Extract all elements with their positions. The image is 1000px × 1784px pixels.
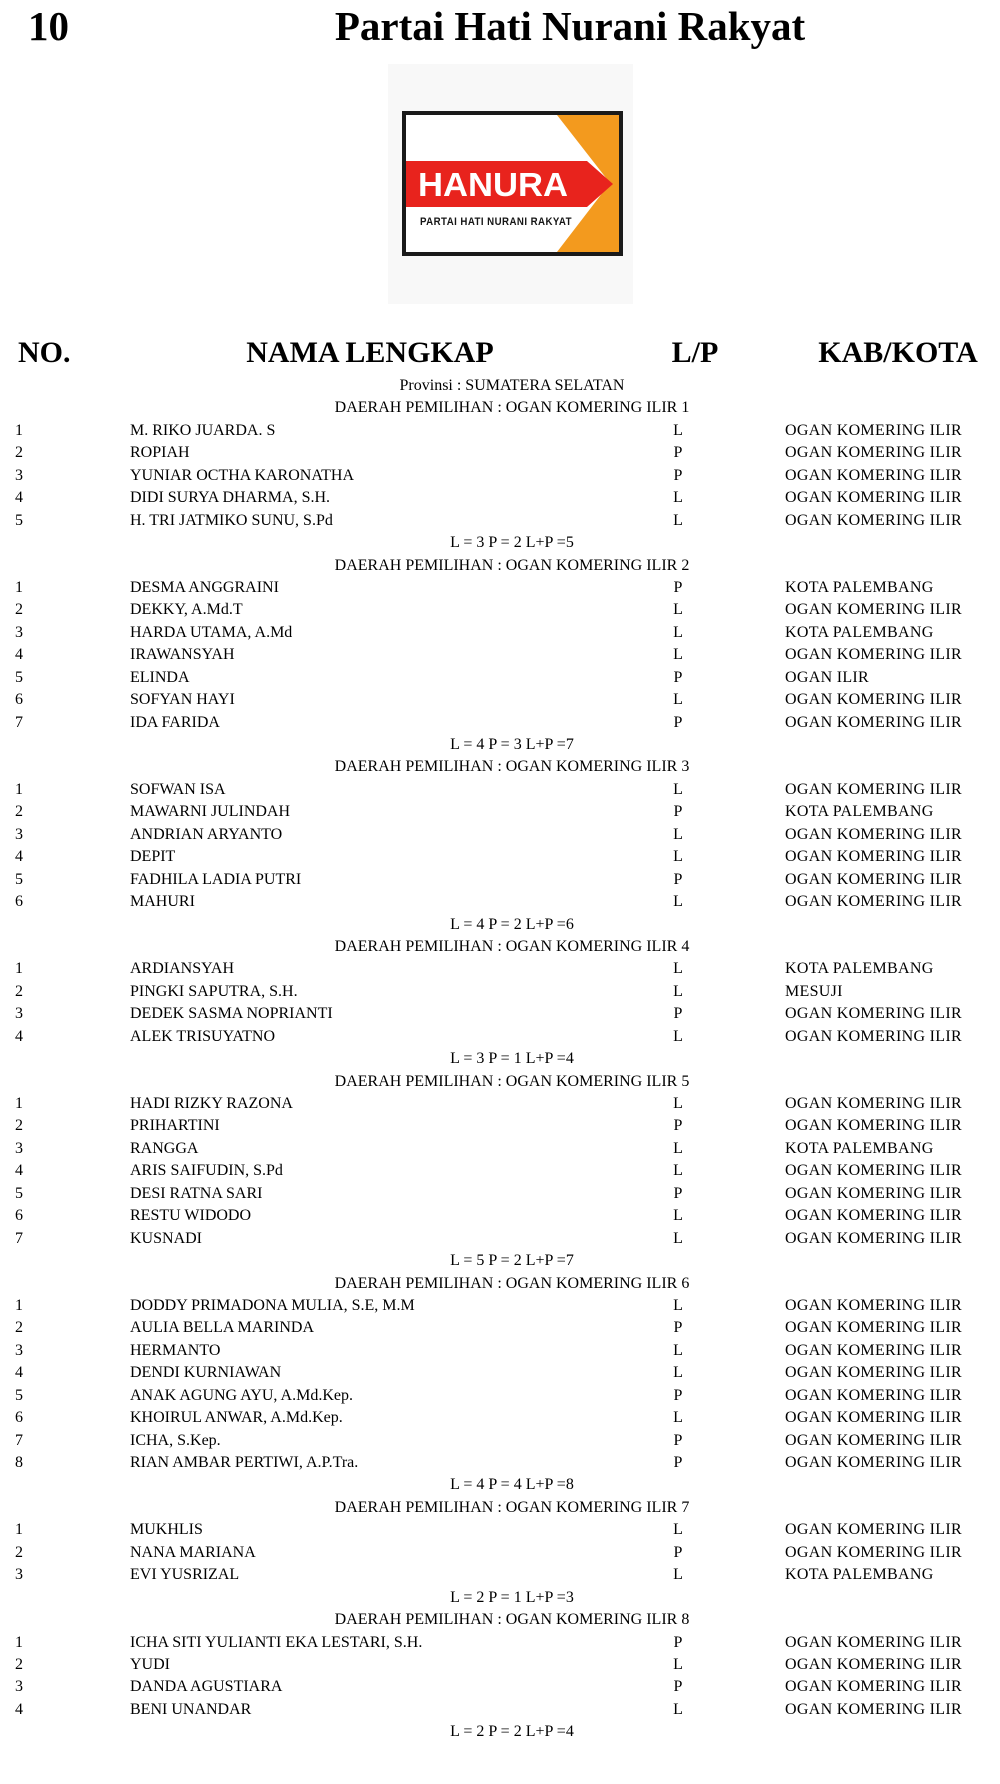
candidate-number: 6 bbox=[15, 1207, 23, 1225]
candidate-name: DENDI KURNIAWAN bbox=[130, 1364, 282, 1382]
candidate-row bbox=[0, 1093, 1000, 1115]
candidate-gender: L bbox=[673, 646, 683, 664]
candidate-number: 1 bbox=[15, 578, 23, 596]
gender-summary bbox=[0, 1250, 1000, 1272]
gender-summary bbox=[0, 1474, 1000, 1496]
candidate-number: 7 bbox=[15, 1431, 23, 1449]
candidate-gender: P bbox=[673, 1117, 683, 1135]
candidate-row bbox=[0, 510, 1000, 532]
candidate-name: ICHA, S.Kep. bbox=[130, 1431, 221, 1449]
candidate-gender: P bbox=[673, 1454, 683, 1471]
center-line-text: L = 4 P = 3 L+P =7 bbox=[450, 736, 574, 753]
candidate-row bbox=[0, 622, 1000, 644]
candidate-region: OGAN KOMERING ILIR bbox=[785, 1341, 962, 1359]
center-line-text: DAERAH PEMILIHAN : OGAN KOMERING ILIR 5 bbox=[334, 1072, 690, 1090]
candidate-number: 7 bbox=[15, 1229, 23, 1247]
candidate-region: KOTA PALEMBANG bbox=[785, 578, 934, 596]
candidate-region: OGAN KOMERING ILIR bbox=[785, 1521, 962, 1539]
candidate-name: DANDA AGUSTIARA bbox=[130, 1678, 283, 1696]
candidate-row bbox=[0, 958, 1000, 980]
candidate-gender: L bbox=[673, 1409, 683, 1427]
candidate-name: RANGGA bbox=[130, 1139, 199, 1157]
candidate-number: 1 bbox=[15, 1521, 23, 1539]
candidate-name: SOFYAN HAYI bbox=[130, 691, 235, 709]
candidate-region: OGAN KOMERING ILIR bbox=[785, 1319, 962, 1337]
candidate-row bbox=[0, 801, 1000, 823]
candidate-row bbox=[0, 779, 1000, 801]
candidate-row bbox=[0, 1295, 1000, 1317]
candidate-region: OGAN KOMERING ILIR bbox=[785, 893, 962, 911]
candidate-name: MAHURI bbox=[130, 893, 195, 911]
candidate-name: PINGKI SAPUTRA, S.H. bbox=[130, 982, 298, 1000]
candidate-name: BENI UNANDAR bbox=[130, 1700, 252, 1718]
candidate-name: DESMA ANGGRAINI bbox=[130, 578, 279, 596]
candidate-number: 3 bbox=[15, 1139, 23, 1157]
candidate-gender: L bbox=[673, 623, 683, 641]
candidate-region: OGAN KOMERING ILIR bbox=[785, 1409, 962, 1427]
candidate-number: 4 bbox=[15, 1162, 23, 1180]
candidate-gender: L bbox=[673, 601, 683, 619]
candidate-gender: L bbox=[673, 1027, 683, 1045]
candidate-row bbox=[0, 1317, 1000, 1339]
candidate-number: 4 bbox=[15, 646, 23, 664]
center-line-text: DAERAH PEMILIHAN : OGAN KOMERING ILIR 7 bbox=[334, 1498, 690, 1516]
table-header-row bbox=[0, 336, 1000, 370]
candidate-row bbox=[0, 442, 1000, 464]
candidate-gender: P bbox=[673, 668, 683, 686]
candidate-gender: L bbox=[673, 1296, 683, 1314]
candidate-name: ROPIAH bbox=[130, 444, 190, 462]
center-line-text: DAERAH PEMILIHAN : OGAN KOMERING ILIR 6 bbox=[334, 1274, 690, 1292]
candidate-name: ARIS SAIFUDIN, S.Pd bbox=[130, 1162, 283, 1180]
candidate-gender: L bbox=[673, 1364, 683, 1382]
candidate-number: 1 bbox=[15, 780, 23, 798]
candidate-row bbox=[0, 824, 1000, 846]
candidate-region: OGAN KOMERING ILIR bbox=[785, 1095, 962, 1112]
candidate-number: 4 bbox=[15, 848, 23, 866]
candidate-name: YUDI bbox=[130, 1655, 170, 1673]
candidate-gender: L bbox=[673, 489, 683, 507]
candidate-region: OGAN KOMERING ILIR bbox=[785, 691, 962, 709]
candidate-gender: L bbox=[673, 511, 683, 529]
candidate-name: H. TRI JATMIKO SUNU, S.Pd bbox=[130, 511, 333, 529]
candidate-row bbox=[0, 1138, 1000, 1160]
province-line bbox=[0, 375, 1000, 397]
center-line-text: L = 3 P = 1 L+P =4 bbox=[450, 1050, 574, 1068]
candidate-row bbox=[0, 1160, 1000, 1182]
candidate-region: OGAN KOMERING ILIR bbox=[785, 780, 962, 798]
candidate-row bbox=[0, 1026, 1000, 1048]
candidate-gender: P bbox=[673, 1633, 683, 1651]
candidate-row bbox=[0, 1183, 1000, 1205]
page-title: Partai Hati Nurani Rakyat bbox=[334, 3, 806, 49]
candidate-region: KOTA PALEMBANG bbox=[785, 1566, 934, 1584]
candidate-region: KOTA PALEMBANG bbox=[785, 1139, 934, 1157]
candidate-region: OGAN KOMERING ILIR bbox=[785, 1229, 962, 1247]
candidate-region: OGAN KOMERING ILIR bbox=[785, 1117, 962, 1135]
candidate-row bbox=[0, 869, 1000, 891]
center-line-text: DAERAH PEMILIHAN : OGAN KOMERING ILIR 1 bbox=[334, 399, 690, 417]
candidate-name: YUNIAR OCTHA KARONATHA bbox=[130, 466, 354, 484]
candidate-number: 5 bbox=[15, 511, 23, 529]
candidate-row bbox=[0, 1452, 1000, 1474]
candidate-region: KOTA PALEMBANG bbox=[785, 960, 934, 978]
candidate-number: 1 bbox=[15, 1633, 23, 1651]
center-line-text: DAERAH PEMILIHAN : OGAN KOMERING ILIR 4 bbox=[334, 937, 690, 955]
candidate-gender: P bbox=[673, 1543, 683, 1561]
candidate-row bbox=[0, 420, 1000, 442]
gender-summary bbox=[0, 1048, 1000, 1070]
dapil-header bbox=[0, 936, 1000, 958]
dapil-header bbox=[0, 1609, 1000, 1631]
candidate-name: EVI YUSRIZAL bbox=[130, 1566, 240, 1584]
candidate-gender: L bbox=[673, 1341, 683, 1359]
candidate-row bbox=[0, 1003, 1000, 1025]
center-line-text: DAERAH PEMILIHAN : OGAN KOMERING ILIR 2 bbox=[334, 556, 690, 574]
candidate-gender: P bbox=[673, 1386, 683, 1404]
column-header-no: NO. bbox=[18, 336, 71, 369]
candidate-row bbox=[0, 1407, 1000, 1429]
candidate-region: OGAN KOMERING ILIR bbox=[785, 1207, 962, 1225]
candidate-lines bbox=[0, 375, 1000, 1744]
hanura-logo-icon bbox=[406, 115, 619, 252]
candidate-gender: L bbox=[673, 1095, 683, 1112]
candidate-name: DODDY PRIMADONA MULIA, S.E, M.M bbox=[130, 1296, 415, 1314]
candidate-gender: L bbox=[673, 1566, 683, 1584]
candidate-region: OGAN KOMERING ILIR bbox=[785, 444, 962, 462]
candidate-name: HARDA UTAMA, A.Md bbox=[130, 623, 293, 641]
candidate-row bbox=[0, 1205, 1000, 1227]
candidate-row bbox=[0, 1115, 1000, 1137]
candidate-name: KHOIRUL ANWAR, A.Md.Kep. bbox=[130, 1409, 343, 1427]
candidate-gender: L bbox=[673, 1162, 683, 1180]
candidate-number: 1 bbox=[15, 1095, 23, 1112]
candidate-region: OGAN KOMERING ILIR bbox=[785, 466, 962, 484]
candidate-number: 2 bbox=[15, 1655, 23, 1673]
candidate-row bbox=[0, 599, 1000, 621]
candidate-region: OGAN KOMERING ILIR bbox=[785, 646, 962, 664]
candidate-name: DEKKY, A.Md.T bbox=[130, 601, 243, 619]
candidate-region: OGAN KOMERING ILIR bbox=[785, 1700, 962, 1718]
candidate-region: OGAN KOMERING ILIR bbox=[785, 713, 962, 731]
candidate-number: 2 bbox=[15, 803, 23, 821]
candidate-name: DEPIT bbox=[130, 848, 176, 866]
candidate-row bbox=[0, 1385, 1000, 1407]
candidate-region: OGAN KOMERING ILIR bbox=[785, 1386, 962, 1404]
candidate-region: OGAN KOMERING ILIR bbox=[785, 870, 962, 888]
dapil-header bbox=[0, 1497, 1000, 1519]
candidate-gender: L bbox=[673, 1521, 683, 1539]
candidate-gender: L bbox=[673, 982, 683, 1000]
candidate-region: OGAN KOMERING ILIR bbox=[785, 489, 962, 507]
candidate-row bbox=[0, 1542, 1000, 1564]
gender-summary bbox=[0, 1587, 1000, 1609]
candidate-region: OGAN KOMERING ILIR bbox=[785, 511, 962, 529]
candidate-name: HERMANTO bbox=[130, 1341, 221, 1359]
candidate-name: KUSNADI bbox=[130, 1229, 202, 1247]
candidate-row bbox=[0, 846, 1000, 868]
candidate-name: SOFWAN ISA bbox=[130, 780, 226, 798]
candidate-name: RIAN AMBAR PERTIWI, A.P.Tra. bbox=[130, 1454, 359, 1471]
candidate-number: 2 bbox=[15, 1319, 23, 1337]
candidate-number: 4 bbox=[15, 489, 23, 507]
candidate-number: 6 bbox=[15, 1409, 23, 1427]
candidate-gender: P bbox=[673, 1431, 683, 1449]
gender-summary bbox=[0, 914, 1000, 936]
candidate-number: 3 bbox=[15, 825, 23, 843]
candidate-row bbox=[0, 577, 1000, 599]
candidate-name: ICHA SITI YULIANTI EKA LESTARI, S.H. bbox=[130, 1633, 423, 1651]
candidate-number: 4 bbox=[15, 1700, 23, 1718]
candidate-number: 3 bbox=[15, 623, 23, 641]
candidate-row bbox=[0, 891, 1000, 913]
candidate-number: 4 bbox=[15, 1364, 23, 1382]
center-line-text: L = 4 P = 2 L+P =6 bbox=[450, 915, 574, 933]
candidate-region: OGAN ILIR bbox=[785, 668, 870, 686]
candidate-number: 5 bbox=[15, 1386, 23, 1404]
candidate-name: ELINDA bbox=[130, 668, 190, 686]
logo-brand-text: HANURA bbox=[418, 166, 568, 203]
candidate-gender: P bbox=[673, 466, 683, 484]
candidate-region: OGAN KOMERING ILIR bbox=[785, 1364, 962, 1382]
candidate-name: IRAWANSYAH bbox=[130, 646, 235, 664]
candidate-number: 4 bbox=[15, 1027, 23, 1045]
candidate-number: 1 bbox=[15, 421, 23, 439]
candidate-row bbox=[0, 465, 1000, 487]
candidate-row bbox=[0, 1654, 1000, 1676]
candidate-gender: L bbox=[673, 1700, 683, 1718]
candidate-name: HADI RIZKY RAZONA bbox=[130, 1095, 293, 1112]
candidate-region: OGAN KOMERING ILIR bbox=[785, 1296, 962, 1314]
candidate-name: ANDRIAN ARYANTO bbox=[130, 825, 283, 843]
candidate-number: 1 bbox=[15, 960, 23, 978]
candidate-gender: L bbox=[673, 1655, 683, 1673]
gender-summary bbox=[0, 532, 1000, 554]
candidate-gender: L bbox=[673, 848, 683, 866]
candidate-name: DEDEK SASMA NOPRIANTI bbox=[130, 1005, 333, 1023]
candidate-row bbox=[0, 1340, 1000, 1362]
candidate-number: 2 bbox=[15, 1117, 23, 1135]
candidate-gender: L bbox=[673, 825, 683, 843]
candidate-region: OGAN KOMERING ILIR bbox=[785, 848, 962, 866]
gender-summary bbox=[0, 734, 1000, 756]
center-line-text: L = 2 P = 1 L+P =3 bbox=[450, 1588, 574, 1606]
gender-summary bbox=[0, 1721, 1000, 1743]
candidate-name: RESTU WIDODO bbox=[130, 1207, 252, 1225]
candidate-number: 5 bbox=[15, 668, 23, 686]
candidate-row bbox=[0, 1699, 1000, 1721]
candidate-gender: P bbox=[673, 1005, 683, 1023]
column-header-name: NAMA LENGKAP bbox=[246, 336, 494, 369]
candidate-number: 3 bbox=[15, 1005, 23, 1023]
candidate-name: DIDI SURYA DHARMA, S.H. bbox=[130, 489, 331, 507]
candidate-number: 2 bbox=[15, 982, 23, 1000]
candidate-name: DESI RATNA SARI bbox=[130, 1184, 263, 1202]
logo-panel bbox=[388, 64, 633, 304]
candidate-region: OGAN KOMERING ILIR bbox=[785, 601, 962, 619]
candidate-row bbox=[0, 1519, 1000, 1541]
candidate-gender: P bbox=[673, 1319, 683, 1337]
candidate-row bbox=[0, 644, 1000, 666]
candidate-row bbox=[0, 487, 1000, 509]
candidate-name: IDA FARIDA bbox=[130, 713, 220, 731]
candidate-region: OGAN KOMERING ILIR bbox=[785, 1005, 962, 1023]
center-line-text: L = 3 P = 2 L+P =5 bbox=[450, 534, 574, 552]
center-line-text: DAERAH PEMILIHAN : OGAN KOMERING ILIR 3 bbox=[334, 758, 690, 776]
candidate-number: 5 bbox=[15, 1184, 23, 1202]
candidate-number: 3 bbox=[15, 1341, 23, 1359]
column-header-region: KAB/KOTA bbox=[818, 336, 978, 369]
candidate-region: OGAN KOMERING ILIR bbox=[785, 1633, 962, 1651]
candidate-number: 2 bbox=[15, 444, 23, 462]
dapil-header bbox=[0, 555, 1000, 577]
candidate-region: OGAN KOMERING ILIR bbox=[785, 1162, 962, 1180]
candidate-gender: P bbox=[673, 1184, 683, 1202]
candidate-name: ANAK AGUNG AYU, A.Md.Kep. bbox=[130, 1386, 353, 1404]
dapil-header bbox=[0, 1071, 1000, 1093]
dapil-header bbox=[0, 1273, 1000, 1295]
candidate-number: 6 bbox=[15, 691, 23, 709]
dapil-header bbox=[0, 756, 1000, 778]
center-line-text: L = 2 P = 2 L+P =4 bbox=[450, 1723, 574, 1741]
candidate-gender: P bbox=[673, 1678, 683, 1696]
candidate-gender: L bbox=[673, 893, 683, 911]
candidate-name: MAWARNI JULINDAH bbox=[130, 803, 291, 821]
candidate-row bbox=[0, 1228, 1000, 1250]
candidate-gender: L bbox=[673, 421, 683, 439]
candidate-row bbox=[0, 1564, 1000, 1586]
candidate-region: OGAN KOMERING ILIR bbox=[785, 1027, 962, 1045]
candidate-number: 5 bbox=[15, 870, 23, 888]
candidate-region: OGAN KOMERING ILIR bbox=[785, 421, 962, 439]
candidate-region: OGAN KOMERING ILIR bbox=[785, 1454, 962, 1471]
candidate-number: 3 bbox=[15, 466, 23, 484]
candidate-number: 2 bbox=[15, 601, 23, 619]
center-line-text: L = 5 P = 2 L+P =7 bbox=[450, 1252, 574, 1270]
candidate-region: MESUJI bbox=[785, 982, 843, 1000]
candidate-row bbox=[0, 667, 1000, 689]
candidate-gender: P bbox=[673, 870, 683, 888]
column-header-gender: L/P bbox=[671, 336, 719, 369]
candidate-name: FADHILA LADIA PUTRI bbox=[130, 870, 302, 888]
candidate-gender: L bbox=[673, 1229, 683, 1247]
candidate-region: OGAN KOMERING ILIR bbox=[785, 1678, 962, 1696]
logo-box bbox=[402, 111, 623, 256]
candidate-number: 7 bbox=[15, 713, 23, 731]
candidate-name: NANA MARIANA bbox=[130, 1543, 256, 1561]
candidate-name: ARDIANSYAH bbox=[130, 960, 235, 978]
candidate-region: OGAN KOMERING ILIR bbox=[785, 1655, 962, 1673]
candidate-row bbox=[0, 1362, 1000, 1384]
candidate-region: OGAN KOMERING ILIR bbox=[785, 1431, 962, 1449]
candidate-row bbox=[0, 981, 1000, 1003]
candidate-name: ALEK TRISUYATNO bbox=[130, 1027, 276, 1045]
candidate-region: OGAN KOMERING ILIR bbox=[785, 825, 962, 843]
candidate-row bbox=[0, 712, 1000, 734]
candidate-number: 6 bbox=[15, 893, 23, 911]
candidate-name: MUKHLIS bbox=[130, 1521, 203, 1539]
candidate-gender: L bbox=[673, 691, 683, 709]
candidate-row bbox=[0, 1430, 1000, 1452]
candidate-gender: L bbox=[673, 1207, 683, 1225]
candidate-gender: P bbox=[673, 803, 683, 821]
candidate-region: OGAN KOMERING ILIR bbox=[785, 1543, 962, 1561]
candidate-gender: P bbox=[673, 578, 683, 596]
candidate-number: 2 bbox=[15, 1543, 23, 1561]
candidate-row bbox=[0, 689, 1000, 711]
candidate-gender: L bbox=[673, 1139, 683, 1157]
candidate-number: 3 bbox=[15, 1678, 23, 1696]
party-number: 10 bbox=[28, 3, 69, 49]
candidate-region: KOTA PALEMBANG bbox=[785, 623, 934, 641]
candidate-gender: P bbox=[673, 444, 683, 462]
candidate-name: PRIHARTINI bbox=[130, 1117, 220, 1135]
candidate-gender: L bbox=[673, 960, 683, 978]
candidate-gender: P bbox=[673, 713, 683, 731]
candidate-row bbox=[0, 1676, 1000, 1698]
center-line-text: Provinsi : SUMATERA SELATAN bbox=[399, 377, 625, 394]
dapil-header bbox=[0, 397, 1000, 419]
candidate-gender: L bbox=[673, 780, 683, 798]
center-line-text: L = 4 P = 4 L+P =8 bbox=[450, 1476, 574, 1494]
candidate-region: OGAN KOMERING ILIR bbox=[785, 1184, 962, 1202]
logo-tagline-text: PARTAI HATI NURANI RAKYAT bbox=[420, 216, 572, 228]
candidate-number: 3 bbox=[15, 1566, 23, 1584]
center-line-text: DAERAH PEMILIHAN : OGAN KOMERING ILIR 8 bbox=[334, 1611, 690, 1629]
candidate-region: KOTA PALEMBANG bbox=[785, 803, 934, 821]
candidate-row bbox=[0, 1632, 1000, 1654]
candidate-name: M. RIKO JUARDA. S bbox=[130, 421, 276, 439]
candidate-number: 8 bbox=[15, 1454, 23, 1471]
candidate-name: AULIA BELLA MARINDA bbox=[130, 1319, 314, 1337]
candidate-number: 1 bbox=[15, 1296, 23, 1314]
